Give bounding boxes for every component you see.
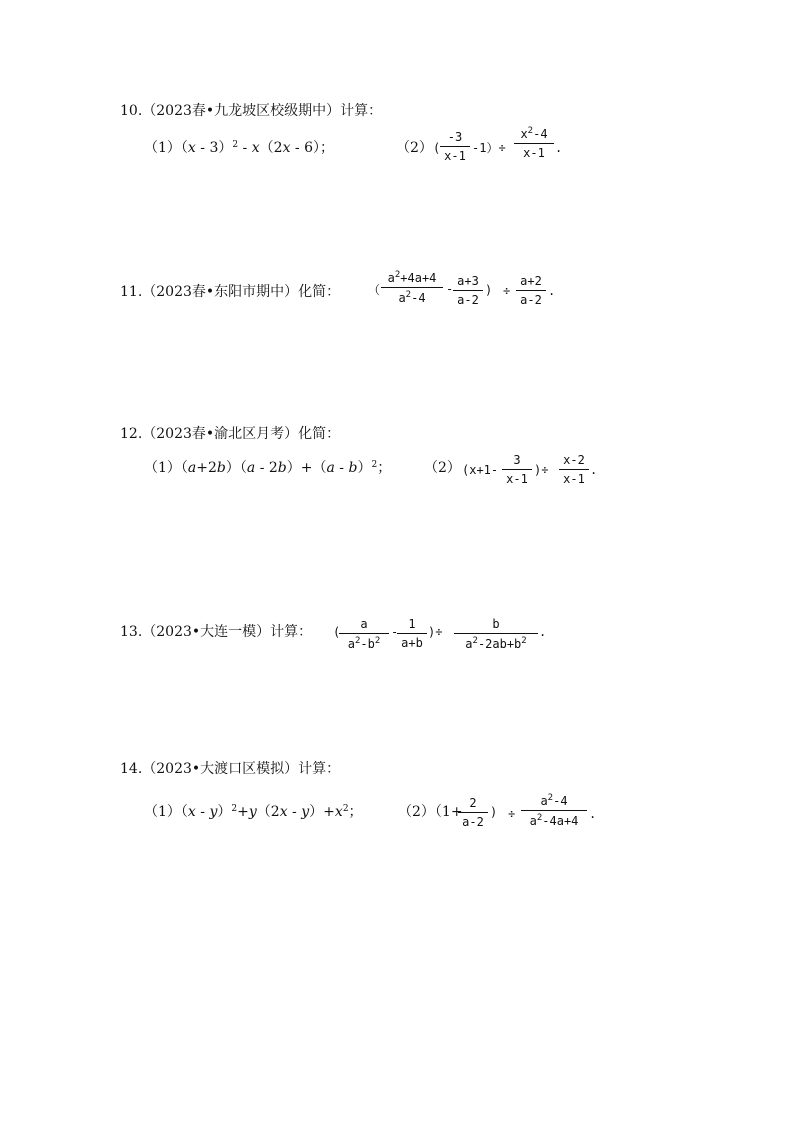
numerator: x-2 [563, 453, 585, 467]
exponent: 2 [374, 636, 381, 647]
text: - [238, 140, 252, 156]
fraction [559, 454, 589, 486]
operator: )÷ [428, 625, 443, 639]
variable: x [334, 804, 343, 820]
text: +2 [196, 460, 217, 476]
question-10-header: 10.（2023春•九龙坡区校级期中）计算： [120, 103, 383, 119]
base: x [520, 127, 528, 141]
denominator: x-1 [523, 146, 545, 161]
text: - 3） [195, 140, 233, 156]
text: - 2 [255, 460, 278, 476]
exponent: 2 [354, 636, 361, 647]
variable: x [282, 140, 291, 156]
period: . [590, 463, 598, 477]
period: . [555, 141, 563, 155]
variable: y [301, 804, 310, 820]
denominator: x-1 [506, 472, 528, 487]
text: + [237, 804, 249, 820]
denominator: x-1 [563, 472, 585, 487]
exponent: 2 [342, 804, 349, 814]
text: ） [357, 460, 372, 476]
numerator: a [360, 617, 368, 631]
numerator: a+2 [520, 274, 542, 288]
part-label: （2） [396, 140, 433, 156]
operator: -1）÷ [472, 141, 506, 155]
operator: - [446, 282, 454, 296]
variable: x [279, 804, 288, 820]
text: - 6）； [290, 140, 335, 156]
question-13-header: 13.（2023•大连一模）计算： [120, 624, 313, 640]
variable: a [246, 460, 256, 476]
fraction [521, 794, 587, 828]
variable: y [248, 804, 257, 820]
paren-close: ) [490, 805, 498, 819]
paren-close: ) [485, 283, 493, 297]
period: . [548, 284, 556, 298]
denominator: a-2 [520, 293, 542, 308]
denominator: x-1 [444, 149, 466, 164]
text: （ [180, 140, 188, 156]
variable: x [187, 140, 196, 156]
denominator [381, 288, 443, 305]
fraction [454, 618, 538, 651]
variable: a [326, 460, 335, 476]
text: ） [217, 804, 232, 820]
question-14-header: 14.（2023•大渡口区模拟）计算： [120, 761, 341, 777]
numerator: -3 [447, 130, 463, 144]
fraction [514, 127, 554, 160]
text: - [334, 460, 349, 476]
fraction [339, 618, 389, 651]
numerator [514, 127, 554, 143]
question-12-header: 12.（2023春•渝北区月考）化简： [120, 426, 341, 442]
denominator: a-2 [457, 293, 479, 308]
part-label: （1） [144, 140, 181, 156]
base: a [465, 637, 473, 652]
exponent: 2 [394, 270, 401, 280]
text: ）（ [225, 460, 247, 476]
fraction [453, 275, 483, 307]
numerator: 1 [408, 617, 416, 631]
text: ； [377, 460, 392, 476]
text: - [287, 804, 302, 820]
rest: -4 [533, 127, 548, 141]
text: （2 [259, 140, 283, 156]
text: ； [348, 804, 363, 820]
divide-sign: ÷ [508, 807, 516, 821]
part-label: （1） [144, 460, 181, 476]
question-14-part-1 [144, 805, 363, 819]
text: （2 [256, 804, 280, 820]
operator: - [391, 625, 399, 639]
exponent: 2 [231, 804, 238, 814]
period: . [589, 807, 597, 821]
operator: )÷ [534, 463, 549, 477]
numerator: 3 [513, 453, 521, 467]
denominator [454, 634, 538, 651]
fraction [458, 797, 488, 829]
fraction [440, 131, 470, 163]
text: （ [180, 804, 188, 820]
numerator: b [492, 617, 500, 631]
question-12-part-1 [144, 461, 391, 475]
variable: x [187, 804, 196, 820]
variable: a [187, 460, 197, 476]
fraction [502, 454, 532, 486]
numerator [521, 794, 587, 810]
base: a [529, 814, 537, 829]
part-label: （2）（1+ [398, 804, 463, 820]
fraction [516, 275, 546, 307]
variable: x [251, 140, 260, 156]
part-label: （2） [424, 460, 461, 476]
variable: y [209, 804, 218, 820]
exponent: 2 [405, 290, 412, 301]
text: ）+（ [286, 460, 327, 476]
rest: +4a+4 [400, 271, 437, 285]
rest: -b [360, 637, 375, 652]
paren-open: ( [333, 625, 341, 639]
exponent: 2 [472, 636, 478, 647]
rest: -2ab+b [477, 637, 522, 652]
part-label: （1） [144, 804, 181, 820]
question-10-part-1 [144, 141, 334, 155]
paren-open: （ [368, 283, 381, 297]
numerator [381, 271, 443, 287]
exponent: 2 [371, 460, 378, 470]
exponent: 2 [547, 793, 554, 803]
question-11-header: 11.（2023春•东阳市期中）化简： [120, 284, 341, 300]
exponent: 2 [536, 813, 543, 824]
period: . [539, 625, 547, 639]
divide-sign: ÷ [503, 284, 511, 298]
denominator: a-2 [462, 815, 484, 830]
variable: b [277, 460, 287, 476]
base: a [398, 291, 406, 306]
numerator: 2 [469, 796, 477, 810]
base: a [540, 794, 548, 808]
text: - [195, 804, 210, 820]
exponent: 2 [527, 126, 534, 136]
variable: b [348, 460, 358, 476]
prefix: (x+1- [462, 463, 499, 477]
variable: b [216, 460, 226, 476]
fraction [381, 271, 443, 305]
base: a [387, 271, 395, 285]
text: （ [180, 460, 188, 476]
denominator [521, 811, 587, 828]
text: ）+ [309, 804, 335, 820]
rest: -4 [553, 794, 568, 808]
rest: -4a+4 [542, 814, 579, 829]
rest: -4 [411, 291, 426, 306]
base: a [347, 637, 355, 652]
fraction [397, 618, 427, 650]
exponent: 2 [232, 140, 239, 150]
paren-open: ( [433, 141, 441, 155]
denominator [339, 634, 389, 651]
exponent: 2 [521, 636, 527, 647]
denominator: a+b [401, 636, 423, 651]
numerator: a+3 [457, 274, 479, 288]
